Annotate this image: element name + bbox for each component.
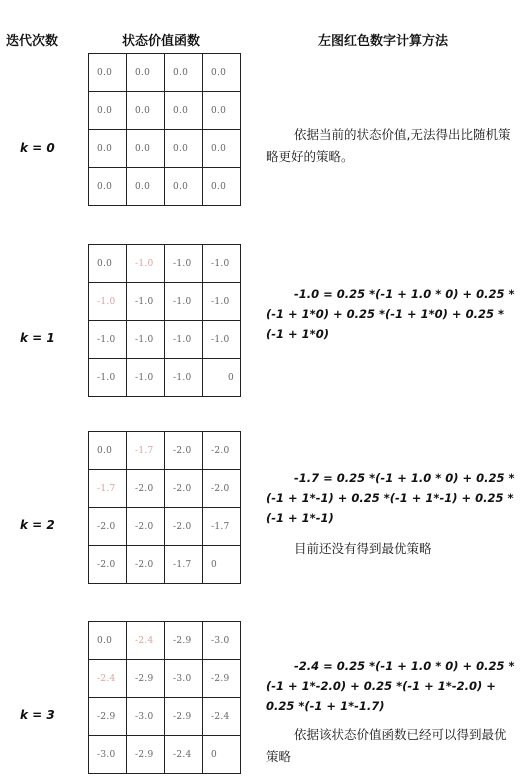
grid-cell: 0.0 — [164, 129, 202, 167]
grid-cell: -1.0 — [202, 244, 240, 282]
grid-cell: 0.0 — [88, 91, 126, 129]
grid-cell: -1.0 — [88, 282, 126, 320]
grid-cell: -3.0 — [164, 659, 202, 697]
grid-cell: 0.0 — [88, 431, 126, 469]
grid-cell: -2.9 — [164, 697, 202, 735]
grid-cell: 0.0 — [202, 53, 240, 91]
grid-cell: 0.0 — [202, 129, 240, 167]
grid-cell: 0.0 — [164, 53, 202, 91]
explanation-k3 — [266, 656, 518, 768]
grid-cell: 0.0 — [202, 91, 240, 129]
value-grid-k0 — [88, 53, 241, 206]
grid-cell: 0.0 — [126, 167, 164, 205]
grid-cell: -2.4 — [202, 697, 240, 735]
grid-cell: -1.0 — [164, 320, 202, 358]
grid-cell: -2.4 — [88, 659, 126, 697]
grid-cell: 0.0 — [88, 167, 126, 205]
grid-cell: -3.0 — [202, 621, 240, 659]
grid-cell: -1.7 — [88, 469, 126, 507]
note-k3: 依据该状态价值函数已经可以得到最优策略 — [266, 727, 507, 764]
grid-cell: 0.0 — [126, 91, 164, 129]
grid-cell: -2.0 — [164, 469, 202, 507]
formula-k2: -1.7 = 0.25 *(-1 + 1.0 * 0) + 0.25 *(-1 + 1*-1) + 0.25 *(-1 + 1*-1) + 0.25 *(-1 + 1*-1) — [266, 471, 515, 525]
header-iteration: 迭代次数 — [6, 34, 59, 49]
grid-cell: -2.4 — [164, 735, 202, 773]
grid-cell: -2.0 — [164, 507, 202, 545]
k-label-2: k = 2 — [20, 518, 55, 532]
grid-cell: 0.0 — [126, 53, 164, 91]
grid-cell: -1.0 — [126, 244, 164, 282]
grid-cell: -2.0 — [164, 431, 202, 469]
grid-cell: 0.0 — [164, 167, 202, 205]
grid-cell: -2.0 — [202, 469, 240, 507]
grid-cell: -2.9 — [164, 621, 202, 659]
grid-cell: -2.9 — [126, 659, 164, 697]
grid-cell: -3.0 — [88, 735, 126, 773]
grid-cell: -1.0 — [164, 358, 202, 396]
grid-cell: -1.0 — [88, 320, 126, 358]
grid-cell: -1.7 — [164, 545, 202, 583]
grid-cell: 0 — [202, 358, 240, 396]
grid-cell: -2.4 — [126, 621, 164, 659]
value-grid-k1 — [88, 244, 241, 397]
k-label-0: k = 0 — [20, 141, 55, 155]
grid-cell: 0.0 — [164, 91, 202, 129]
explanation-k1 — [266, 284, 518, 344]
grid-cell: 0.0 — [88, 53, 126, 91]
grid-cell: -1.0 — [202, 282, 240, 320]
grid-cell: -1.0 — [126, 320, 164, 358]
grid-cell: 0.0 — [88, 621, 126, 659]
grid-cell: 0.0 — [126, 129, 164, 167]
grid-cell: 0 — [202, 735, 240, 773]
header-calc-method: 左图红色数字计算方法 — [318, 34, 449, 49]
explanation-k0: 依据当前的状态价值,无法得出比随机策略更好的策略。 — [266, 127, 511, 164]
grid-cell: -1.7 — [126, 431, 164, 469]
grid-cell: 0.0 — [202, 167, 240, 205]
formula-k3: -2.4 = 0.25 *(-1 + 1.0 * 0) + 0.25 *(-1 + 1*-2.0) + 0.25 *(-1 + 1*-2.0) + 0.25 *(-1 + 1*-1.7) — [266, 659, 515, 713]
note-k2: 目前还没有得到最优策略 — [294, 541, 432, 556]
grid-cell: -2.0 — [126, 469, 164, 507]
grid-cell: -2.9 — [126, 735, 164, 773]
value-grid-k3 — [88, 621, 241, 774]
grid-cell: -1.0 — [164, 244, 202, 282]
grid-cell: -2.0 — [126, 507, 164, 545]
grid-cell: 0.0 — [88, 129, 126, 167]
grid-cell: -1.0 — [202, 320, 240, 358]
grid-cell: -2.9 — [202, 659, 240, 697]
grid-cell: -2.0 — [88, 545, 126, 583]
grid-cell: -1.7 — [202, 507, 240, 545]
header-state-value-function: 状态价值函数 — [122, 34, 201, 49]
grid-cell: -2.9 — [88, 697, 126, 735]
grid-cell: -1.0 — [126, 358, 164, 396]
k-label-1: k = 1 — [20, 331, 55, 345]
grid-cell: -3.0 — [126, 697, 164, 735]
grid-cell: 0.0 — [88, 244, 126, 282]
value-grid-k2 — [88, 431, 241, 584]
k-label-3: k = 3 — [20, 708, 55, 722]
grid-cell: -2.0 — [126, 545, 164, 583]
grid-cell: -1.0 — [126, 282, 164, 320]
grid-cell: -1.0 — [164, 282, 202, 320]
grid-cell: -1.0 — [88, 358, 126, 396]
grid-cell: -2.0 — [88, 507, 126, 545]
explanation-k2 — [266, 468, 518, 560]
formula-k1: -1.0 = 0.25 *(-1 + 1.0 * 0) + 0.25 *(-1 + 1*0) + 0.25 *(-1 + 1*0) + 0.25 *(-1 + 1*0) — [266, 287, 515, 341]
grid-cell: 0 — [202, 545, 240, 583]
grid-cell: -2.0 — [202, 431, 240, 469]
